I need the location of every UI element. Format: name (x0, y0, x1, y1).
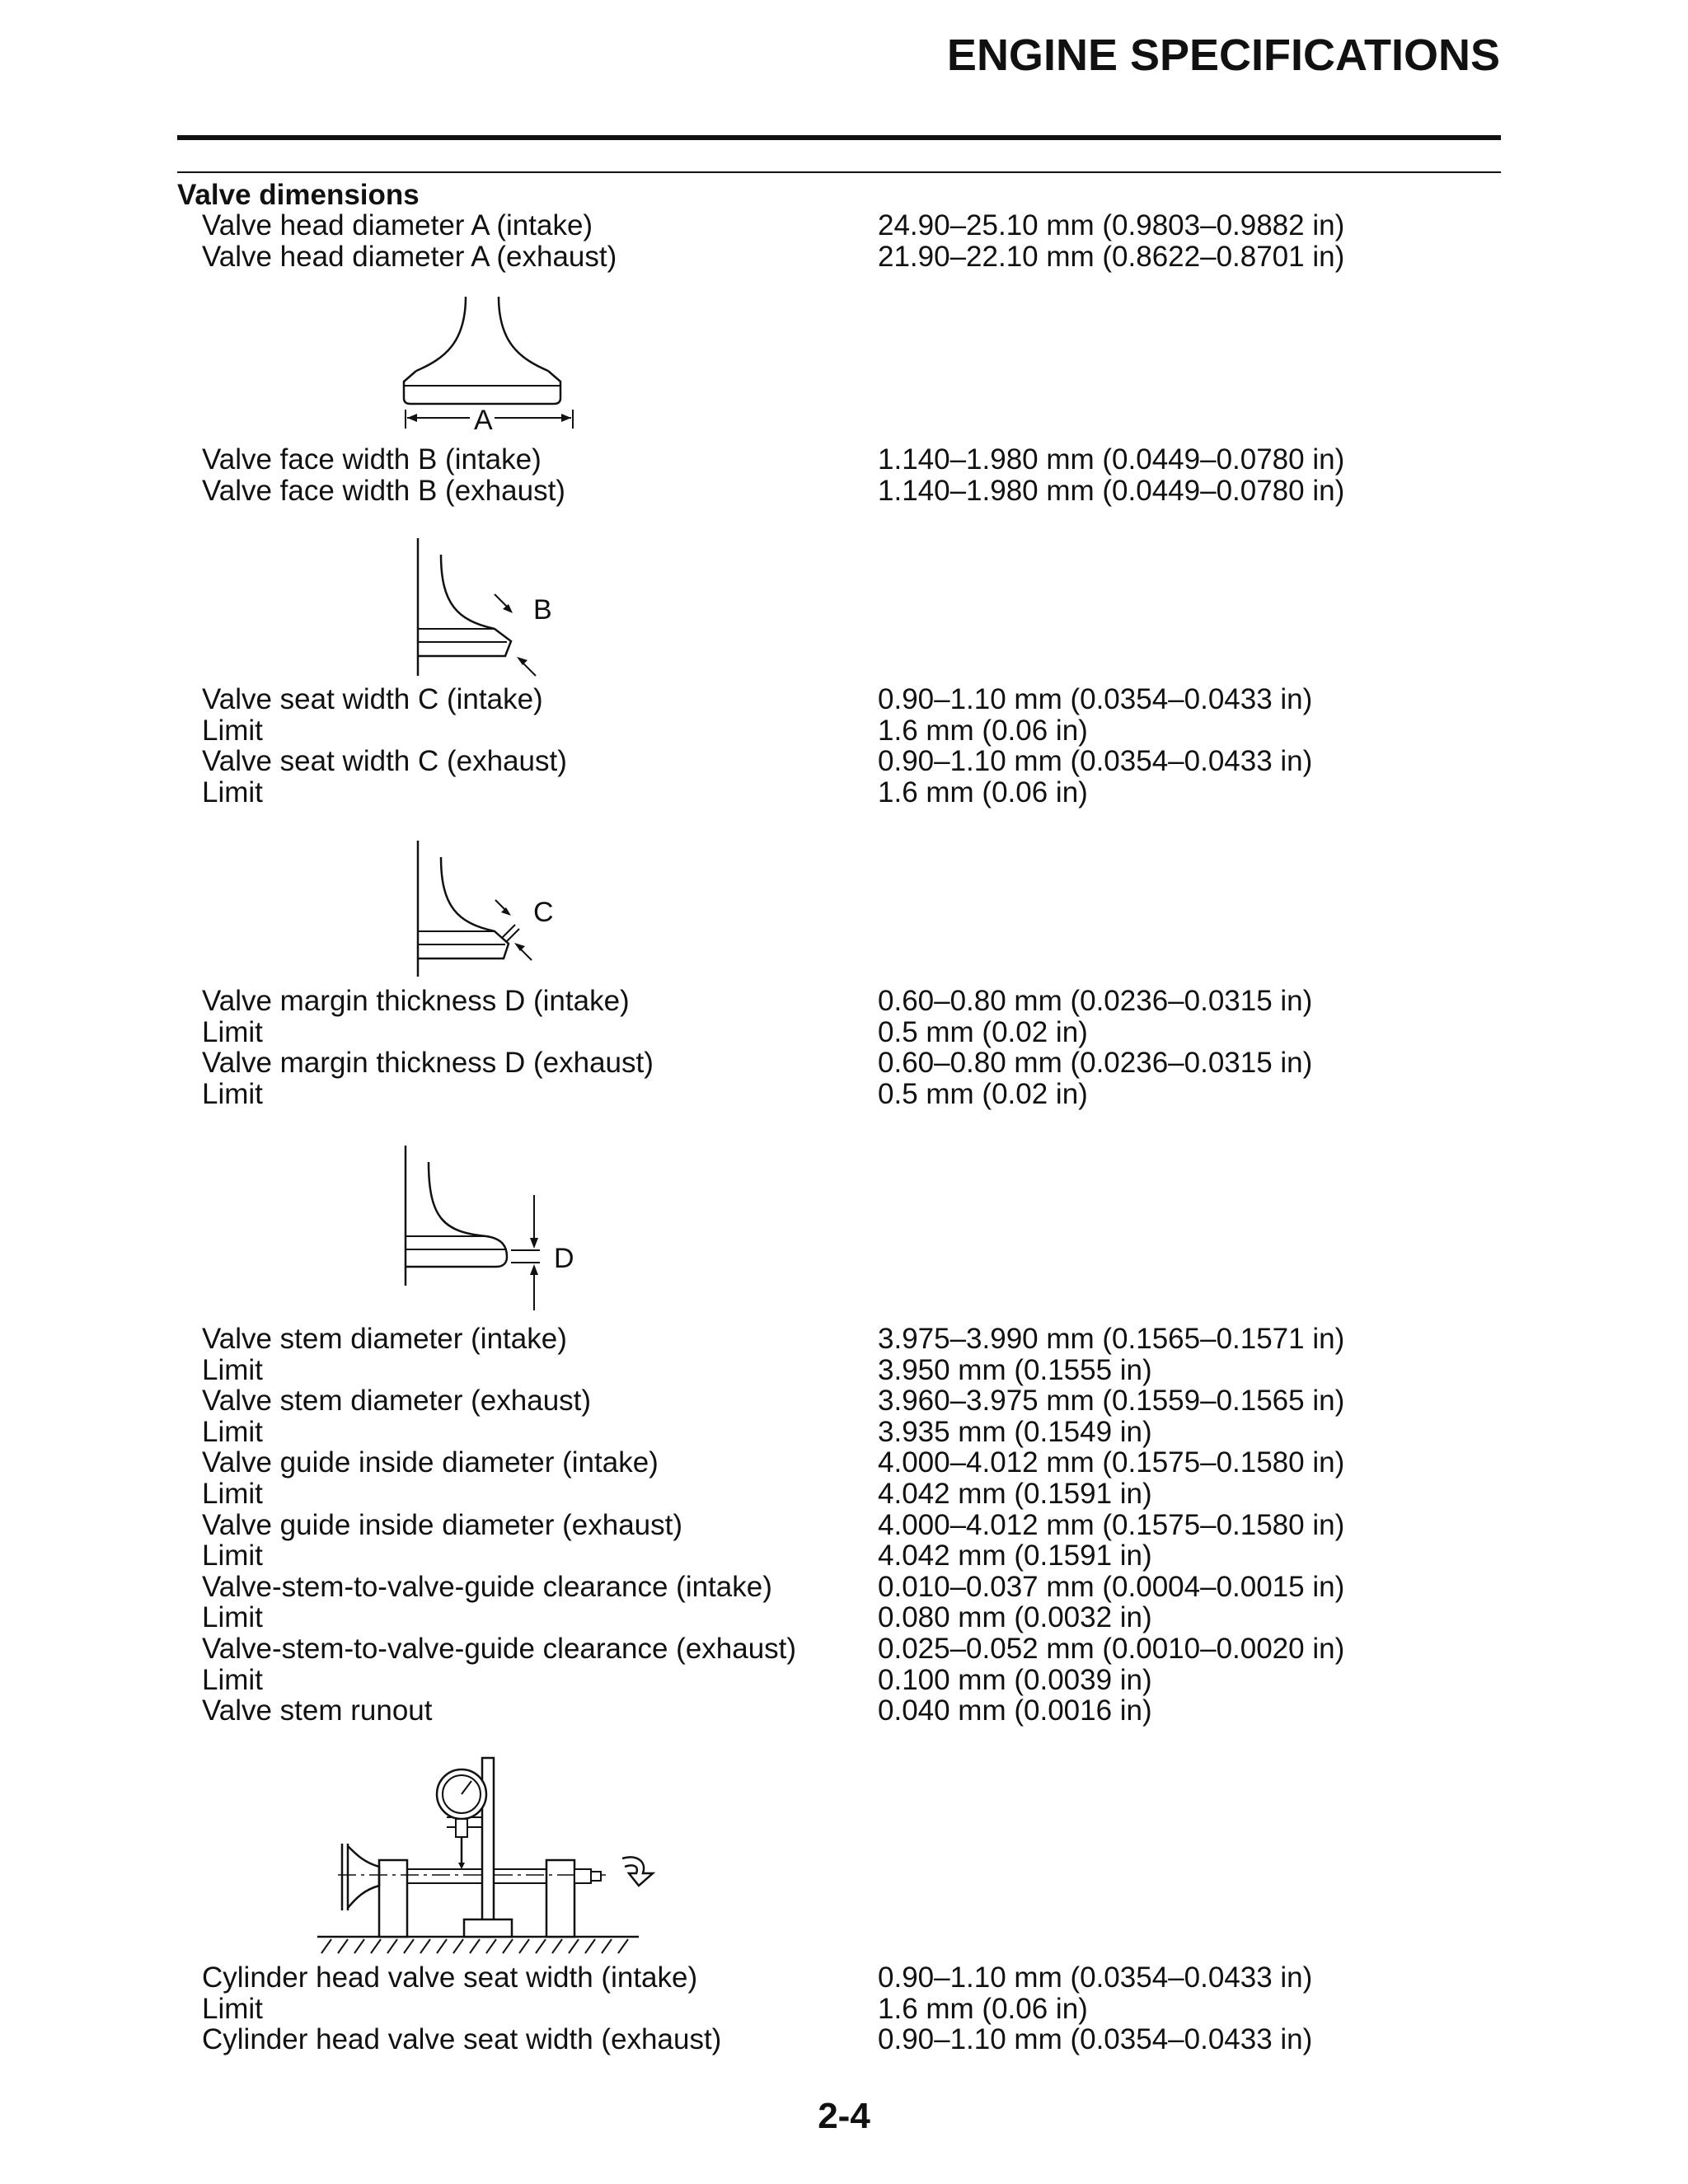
spec-row (202, 1540, 1488, 1572)
spec-row (202, 1017, 1488, 1048)
spec-value: 0.60–0.80 mm (0.0236–0.0315 in) (878, 1047, 1313, 1080)
section-title: Valve dimensions (177, 179, 420, 211)
spec-value: 0.5 mm (0.02 in) (878, 1015, 1088, 1048)
spec-label: Valve margin thickness D (exhaust) (202, 1047, 654, 1080)
spec-row (202, 476, 1488, 507)
spec-row (202, 1047, 1488, 1079)
spec-label: Valve stem diameter (intake) (202, 1323, 567, 1355)
spec-label: Valve guide inside diameter (intake) (202, 1446, 659, 1479)
spec-label: Valve seat width C (intake) (202, 683, 543, 715)
spec-value: 4.042 mm (0.1591 in) (878, 1477, 1152, 1510)
spec-value: 0.60–0.80 mm (0.0236–0.0315 in) (878, 985, 1313, 1017)
spec-label: Valve seat width C (exhaust) (202, 745, 567, 778)
spec-value: 3.950 mm (0.1555 in) (878, 1353, 1152, 1386)
spec-row (202, 1324, 1488, 1355)
figure-label-a: A (474, 405, 493, 436)
spec-row (202, 1510, 1488, 1541)
page-header-title: ENGINE SPECIFICATIONS (946, 30, 1500, 80)
spec-row (202, 1479, 1488, 1510)
spec-value: 0.025–0.052 mm (0.0010–0.0020 in) (878, 1632, 1345, 1665)
spec-value: 3.935 mm (0.1549 in) (878, 1415, 1152, 1448)
spec-row (202, 241, 1488, 273)
spec-value: 1.140–1.980 mm (0.0449–0.0780 in) (878, 443, 1345, 476)
spec-label: Limit (202, 1540, 263, 1572)
spec-row (202, 1633, 1488, 1665)
spec-row (202, 1994, 1488, 2025)
valve-face-width-figure (408, 534, 573, 682)
spec-label: Limit (202, 1353, 263, 1386)
figure-label-b: B (533, 594, 552, 626)
spec-label: Valve-stem-to-valve-guide clearance (intake) (202, 1570, 772, 1603)
spec-row (202, 1962, 1488, 1994)
spec-row (202, 684, 1488, 715)
spec-row (202, 1079, 1488, 1110)
spec-row (202, 1417, 1488, 1448)
spec-label: Valve head diameter A (exhaust) (202, 240, 617, 273)
spec-value: 3.960–3.975 mm (0.1559–0.1565 in) (878, 1385, 1345, 1418)
header-rule-thick (177, 135, 1501, 140)
spec-row (202, 1447, 1488, 1479)
spec-row (202, 1355, 1488, 1386)
valve-head-diameter-figure (387, 293, 602, 441)
spec-value: 1.140–1.980 mm (0.0449–0.0780 in) (878, 474, 1345, 507)
spec-label: Limit (202, 1663, 263, 1696)
spec-label: Cylinder head valve seat width (intake) (202, 1961, 698, 1994)
spec-value: 1.6 mm (0.06 in) (878, 714, 1088, 747)
spec-value: 0.90–1.10 mm (0.0354–0.0433 in) (878, 683, 1313, 715)
spec-row (202, 210, 1488, 241)
spec-label: Valve stem runout (202, 1694, 433, 1727)
spec-value: 24.90–25.10 mm (0.9803–0.9882 in) (878, 209, 1345, 241)
spec-row (202, 1602, 1488, 1633)
spec-label: Valve guide inside diameter (exhaust) (202, 1508, 683, 1541)
spec-value: 21.90–22.10 mm (0.8622–0.8701 in) (878, 240, 1345, 273)
spec-value: 4.000–4.012 mm (0.1575–0.1580 in) (878, 1446, 1345, 1479)
spec-label: Valve face width B (exhaust) (202, 474, 565, 507)
valve-stem-runout-figure (313, 1751, 676, 1961)
spec-block-valve-margin (202, 986, 1488, 1109)
spec-label: Limit (202, 776, 263, 808)
spec-label: Cylinder head valve seat width (exhaust) (202, 2023, 722, 2056)
spec-value: 0.100 mm (0.0039 in) (878, 1663, 1152, 1696)
spec-row (202, 746, 1488, 777)
spec-label: Limit (202, 1992, 263, 2025)
spec-value: 0.010–0.037 mm (0.0004–0.0015 in) (878, 1570, 1345, 1603)
figure-label-d: D (554, 1243, 574, 1274)
spec-label: Valve head diameter A (intake) (202, 209, 593, 241)
spec-row (202, 715, 1488, 747)
spec-block-valve-face (202, 444, 1488, 506)
spec-value: 4.042 mm (0.1591 in) (878, 1540, 1152, 1572)
spec-row (202, 1385, 1488, 1417)
spec-row (202, 2024, 1488, 2055)
spec-label: Limit (202, 1077, 263, 1110)
spec-block-valve-head (202, 210, 1488, 272)
header-rule-thin (177, 171, 1501, 173)
spec-value: 3.975–3.990 mm (0.1565–0.1571 in) (878, 1323, 1345, 1355)
spec-value: 0.5 mm (0.02 in) (878, 1077, 1088, 1110)
spec-row (202, 986, 1488, 1017)
spec-value: 1.6 mm (0.06 in) (878, 1992, 1088, 2025)
spec-label: Valve stem diameter (exhaust) (202, 1385, 592, 1418)
spec-label: Valve-stem-to-valve-guide clearance (exhaust) (202, 1632, 797, 1665)
spec-block-cylinder-head-seat (202, 1962, 1488, 2055)
spec-row (202, 444, 1488, 476)
spec-label: Limit (202, 1601, 263, 1634)
spec-label: Limit (202, 1015, 263, 1048)
spec-block-valve-seat (202, 684, 1488, 808)
figure-label-c: C (533, 897, 554, 928)
spec-block-valve-stem (202, 1324, 1488, 1727)
spec-value: 1.6 mm (0.06 in) (878, 776, 1088, 808)
spec-value: 4.000–4.012 mm (0.1575–0.1580 in) (878, 1508, 1345, 1541)
spec-row (202, 1572, 1488, 1603)
spec-value: 0.040 mm (0.0016 in) (878, 1694, 1152, 1727)
spec-label: Valve margin thickness D (intake) (202, 985, 630, 1017)
spec-label: Limit (202, 1477, 263, 1510)
spec-row (202, 777, 1488, 808)
page-number: 2-4 (818, 2096, 870, 2136)
spec-value: 0.90–1.10 mm (0.0354–0.0433 in) (878, 745, 1313, 778)
valve-margin-thickness-figure (396, 1141, 577, 1319)
spec-row (202, 1665, 1488, 1696)
spec-label: Limit (202, 1415, 263, 1448)
spec-value: 0.080 mm (0.0032 in) (878, 1601, 1152, 1634)
valve-seat-width-figure (408, 837, 573, 985)
spec-value: 0.90–1.10 mm (0.0354–0.0433 in) (878, 2023, 1313, 2056)
spec-value: 0.90–1.10 mm (0.0354–0.0433 in) (878, 1961, 1313, 1994)
spec-label: Valve face width B (intake) (202, 443, 542, 476)
spec-label: Limit (202, 714, 263, 747)
spec-row (202, 1695, 1488, 1727)
